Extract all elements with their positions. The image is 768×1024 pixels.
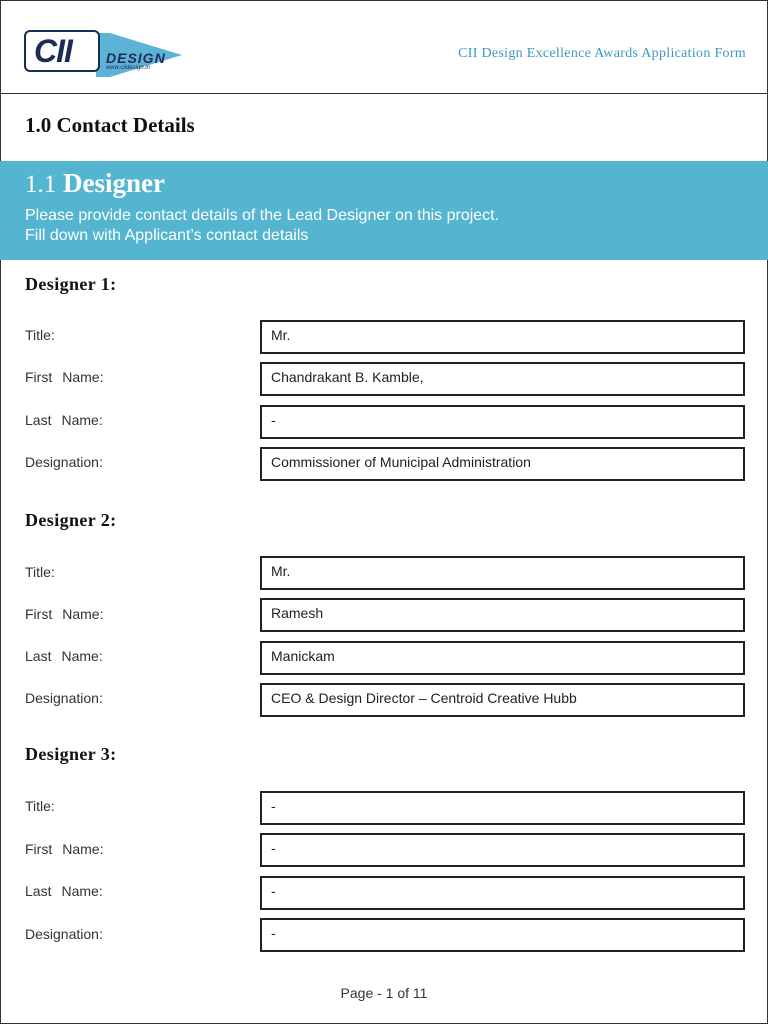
designer-2-last-name-label: [25, 648, 103, 664]
logo-cii-text: CII: [34, 33, 72, 69]
label-word: Last: [25, 412, 52, 428]
banner-instruction-1: Please provide contact details of the Lead Designer on this project.: [25, 207, 500, 224]
label-word: Name:: [62, 841, 104, 857]
designer-3-first-name-field[interactable]: -: [260, 833, 745, 867]
logo-url: www.ciidesign.in: [106, 65, 151, 71]
designer-3-title-label: Title:: [25, 798, 55, 814]
designer-3-title-field[interactable]: -: [260, 791, 745, 825]
designer-3-designation-field[interactable]: -: [260, 918, 745, 952]
designer-1-first-name-label: [25, 369, 103, 385]
designer-1-title-field[interactable]: Mr.: [260, 320, 745, 354]
designer-2-title-label: Title:: [25, 564, 55, 580]
form-title: CII Design Excellence Awards Application Form: [458, 46, 746, 61]
designer-1-last-name-field[interactable]: -: [260, 405, 745, 439]
label-word: Name:: [61, 883, 103, 899]
designer-3-last-name-field[interactable]: -: [260, 876, 745, 910]
designer-3-last-name-label: [25, 883, 103, 899]
logo-cii-box: [24, 30, 100, 72]
designer-3-designation-label: Designation:: [25, 926, 103, 942]
designer-1-title-label: Title:: [25, 327, 55, 343]
designer-2-title-field[interactable]: Mr.: [260, 556, 745, 590]
designer-2-designation-label: Designation:: [25, 690, 103, 706]
label-word: Last: [25, 883, 52, 899]
page-number: Page - 1 of 11: [340, 985, 428, 1001]
logo-design-text: DESIGN: [106, 50, 166, 66]
designer-1-last-name-label: [25, 412, 103, 428]
designer-2-last-name-field[interactable]: Manickam: [260, 641, 745, 675]
label-word: Name:: [62, 369, 104, 385]
section-heading: 1.0 Contact Details: [25, 113, 195, 137]
designer-1-designation-field[interactable]: Commissioner of Municipal Administration: [260, 447, 745, 481]
banner-title-text: Designer: [63, 168, 165, 198]
cii-design-logo: [24, 30, 184, 78]
designer-2-first-name-label: [25, 606, 103, 622]
designer-1-heading: Designer 1:: [25, 274, 117, 294]
designer-3-first-name-label: [25, 841, 103, 857]
label-word: Name:: [61, 412, 103, 428]
label-word: Name:: [61, 648, 103, 664]
banner-title: [25, 168, 165, 199]
label-word: First: [25, 606, 53, 622]
designer-3-heading: Designer 3:: [25, 744, 117, 764]
designer-1-first-name-field[interactable]: Chandrakant B. Kamble,: [260, 362, 745, 396]
designer-1-designation-label: Designation:: [25, 454, 103, 470]
designer-banner: [0, 161, 768, 260]
banner-instruction-2: Fill down with Applicant’s contact details: [25, 227, 309, 244]
page-header: [0, 0, 768, 94]
designer-2-designation-field[interactable]: CEO & Design Director – Centroid Creative Hubb: [260, 683, 745, 717]
label-word: Name:: [62, 606, 104, 622]
label-word: First: [25, 841, 53, 857]
designer-2-first-name-field[interactable]: Ramesh: [260, 598, 745, 632]
banner-number: 1.1: [25, 171, 57, 198]
label-word: First: [25, 369, 53, 385]
label-word: Last: [25, 648, 52, 664]
designer-2-heading: Designer 2:: [25, 510, 117, 530]
